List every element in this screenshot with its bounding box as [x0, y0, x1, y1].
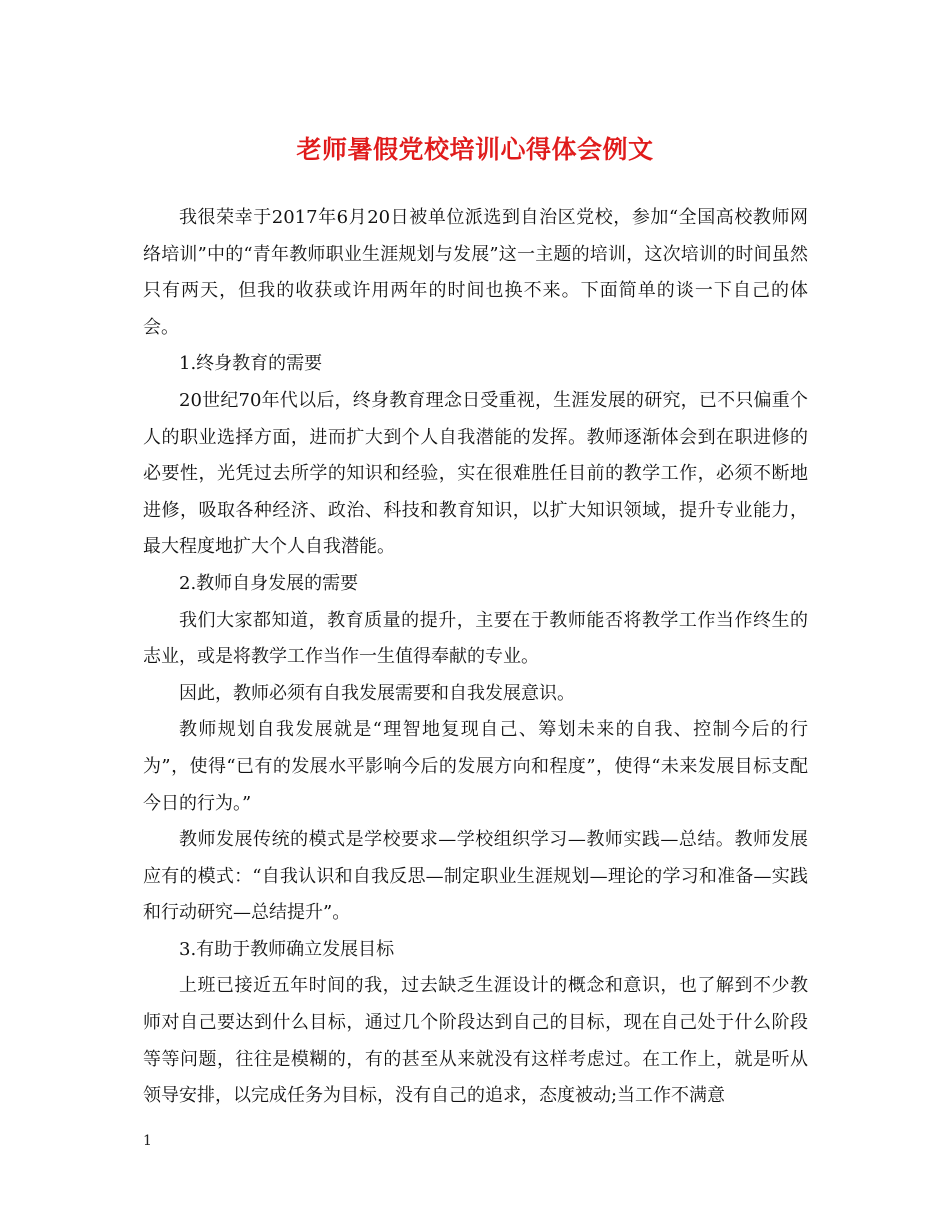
- document-body: [143, 200, 808, 1115]
- paragraph: 因此，教师必须有自我发展需要和自我发展意识。: [179, 682, 575, 704]
- section-heading-3: 3.有助于教师确立发展目标: [179, 938, 395, 960]
- paragraph: 我们大家都知道，教育质量的提升，主要在于教师能否将教学工作当作终生的志业，或是将教学工作当作一生值得奉献的专业。: [143, 609, 808, 668]
- paragraph: 教师规划自我发展就是“理智地复现自己、筹划未来的自我、控制今后的行为”，使得“已有的发展水平影响今后的发展方向和程度”，使得“未来发展目标支配今日的行为。”: [143, 719, 808, 814]
- section-heading-1: 1.终身教育的需要: [179, 353, 323, 375]
- document-title: 老师暑假党校培训心得体会例文: [296, 135, 654, 164]
- paragraph: 教师发展传统的模式是学校要求—学校组织学习—教师实践—总结。教师发展应有的模式：“自我认识和自我反思—制定职业生涯规划—理论的学习和准备—实践和行动研究—总结提升”。: [143, 829, 808, 924]
- paragraph-intro: 我很荣幸于2017年6月20日被单位派选到自治区党校，参加“全国高校教师网络培训”中的“青年教师职业生涯规划与发展”这一主题的培训，这次培训的时间虽然只有两天，但我的收获或许用两年的时间也换不来。下面简单的谈一下自己的体会。: [143, 207, 808, 338]
- section-heading-2: 2.教师自身发展的需要: [179, 572, 359, 594]
- paragraph: 上班已接近五年时间的我，过去缺乏生涯设计的概念和意识，也了解到不少教师对自己要达到什么目标，通过几个阶段达到自己的目标，现在自己处于什么阶段等等问题，往往是模糊的，有的甚至从来就没有这样考虑过。在工作上，就是听从领导安排，以完成任务为目标，没有自己的追求，态度被动;当工作不满意: [143, 975, 808, 1107]
- page-number: 1: [143, 1133, 152, 1149]
- paragraph: 20世纪70年代以后，终身教育理念日受重视，生涯发展的研究，已不只偏重个人的职业选择方面，进而扩大到个人自我潜能的发挥。教师逐渐体会到在职进修的必要性，光凭过去所学的知识和经验，实在很难胜任目前的教学工作，必须不断地进修，吸取各种经济、政治、科技和教育知识，以扩大知识领域，提升专业能力，最大程度地扩大个人自我潜能。: [143, 389, 808, 558]
